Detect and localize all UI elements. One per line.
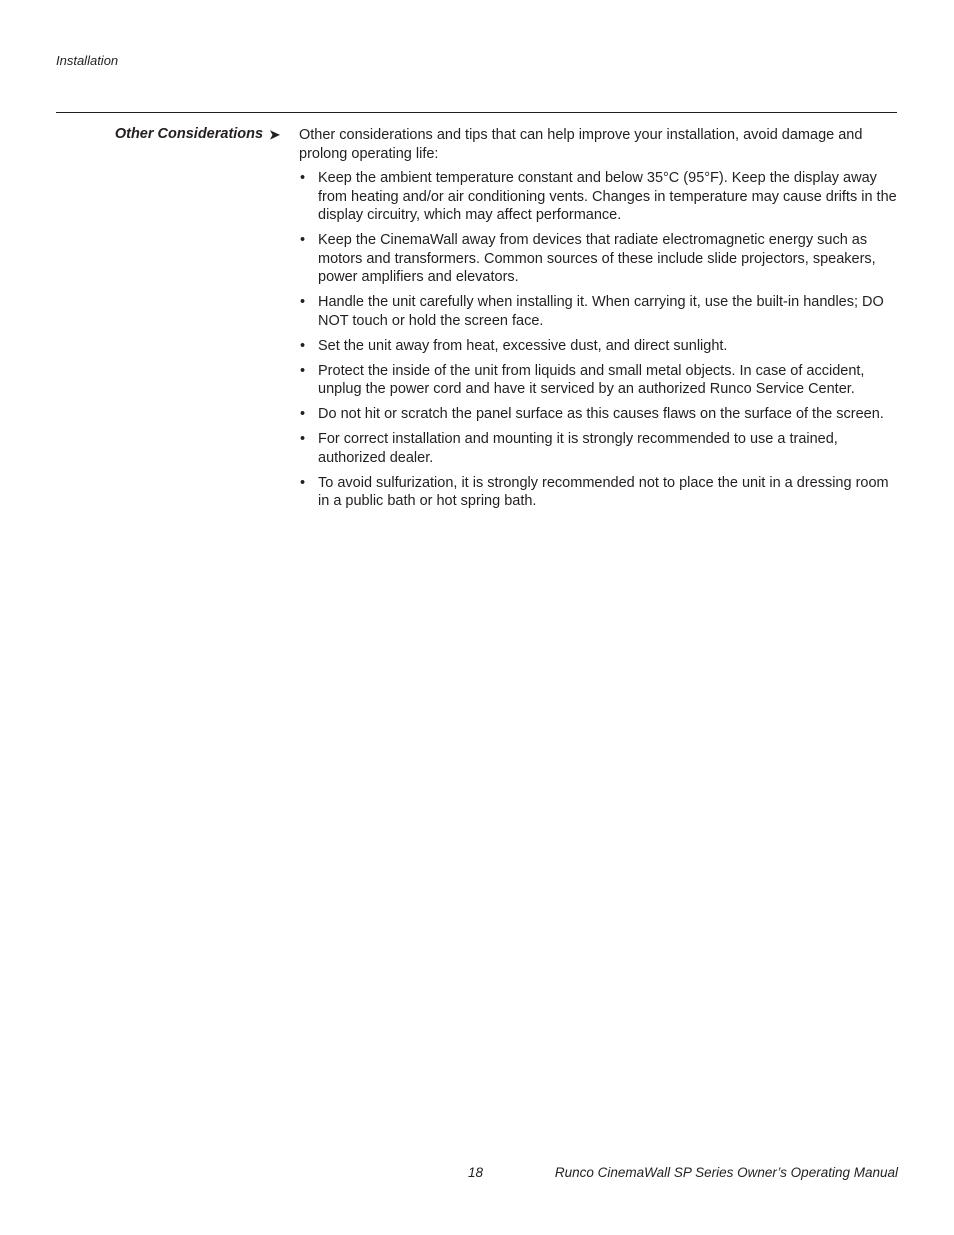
list-item-text: Keep the ambient temperature constant and below 35°C (95°F). Keep the display away from heating and/or air conditioning vents. Changes in temperature may cause drifts in the display circuitry, which may affect performance. <box>318 170 897 224</box>
list-item-text: Set the unit away from heat, excessive dust, and direct sunlight. <box>318 337 728 354</box>
bullet-icon: • <box>300 362 306 379</box>
bullet-icon: • <box>300 170 306 187</box>
bullet-icon: • <box>300 474 306 491</box>
list-item-text: To avoid sulfurization, it is strongly recommended not to place the unit in a dressing room in a public bath or hot spring bath. <box>318 474 889 510</box>
list-item-text: For correct installation and mounting it is strongly recommended to use a trained, authorized dealer. <box>318 431 838 466</box>
list-item <box>299 337 897 356</box>
bullet-icon: • <box>300 337 306 354</box>
list-item-text: Do not hit or scratch the panel surface as this causes flaws on the surface of the screen. <box>318 406 884 423</box>
list-item <box>299 231 897 287</box>
list-item <box>299 405 897 424</box>
list-item <box>299 430 897 467</box>
section-title <box>40 126 280 143</box>
list-item-text: Keep the CinemaWall away from devices that radiate electromagnetic energy such as motors and transformers. Common sources of these include slide projectors, speakers, power amplifiers and elevators. <box>318 232 876 286</box>
bullet-icon: • <box>300 294 306 311</box>
running-head: Installation <box>56 53 119 68</box>
list-item <box>299 293 897 330</box>
bullet-icon: • <box>300 406 306 423</box>
list-item <box>299 474 897 511</box>
section-title-text: Other Considerations <box>114 126 264 142</box>
right-arrowhead-icon: ➤ <box>269 127 280 142</box>
list-item <box>299 362 897 399</box>
list-item-text: Protect the inside of the unit from liquids and small metal objects. In case of accident, unplug the power cord and have it serviced by an authorized Runco Service Center. <box>318 362 865 398</box>
bullet-icon: • <box>300 431 306 448</box>
bullet-icon: • <box>300 232 306 249</box>
section-body <box>299 126 897 517</box>
intro-paragraph: Other considerations and tips that can help improve your installation, avoid damage and prolong operating life: <box>299 127 863 162</box>
list-item-text: Handle the unit carefully when installing it. When carrying it, use the built-in handles; DO NOT touch or hold the screen face. <box>318 294 884 329</box>
considerations-list <box>299 169 897 511</box>
list-item <box>299 169 897 225</box>
header-rule <box>56 112 897 113</box>
page-number: 18 <box>468 1165 484 1180</box>
manual-title: Runco CinemaWall SP Series Owner’s Operating Manual <box>554 1165 898 1180</box>
